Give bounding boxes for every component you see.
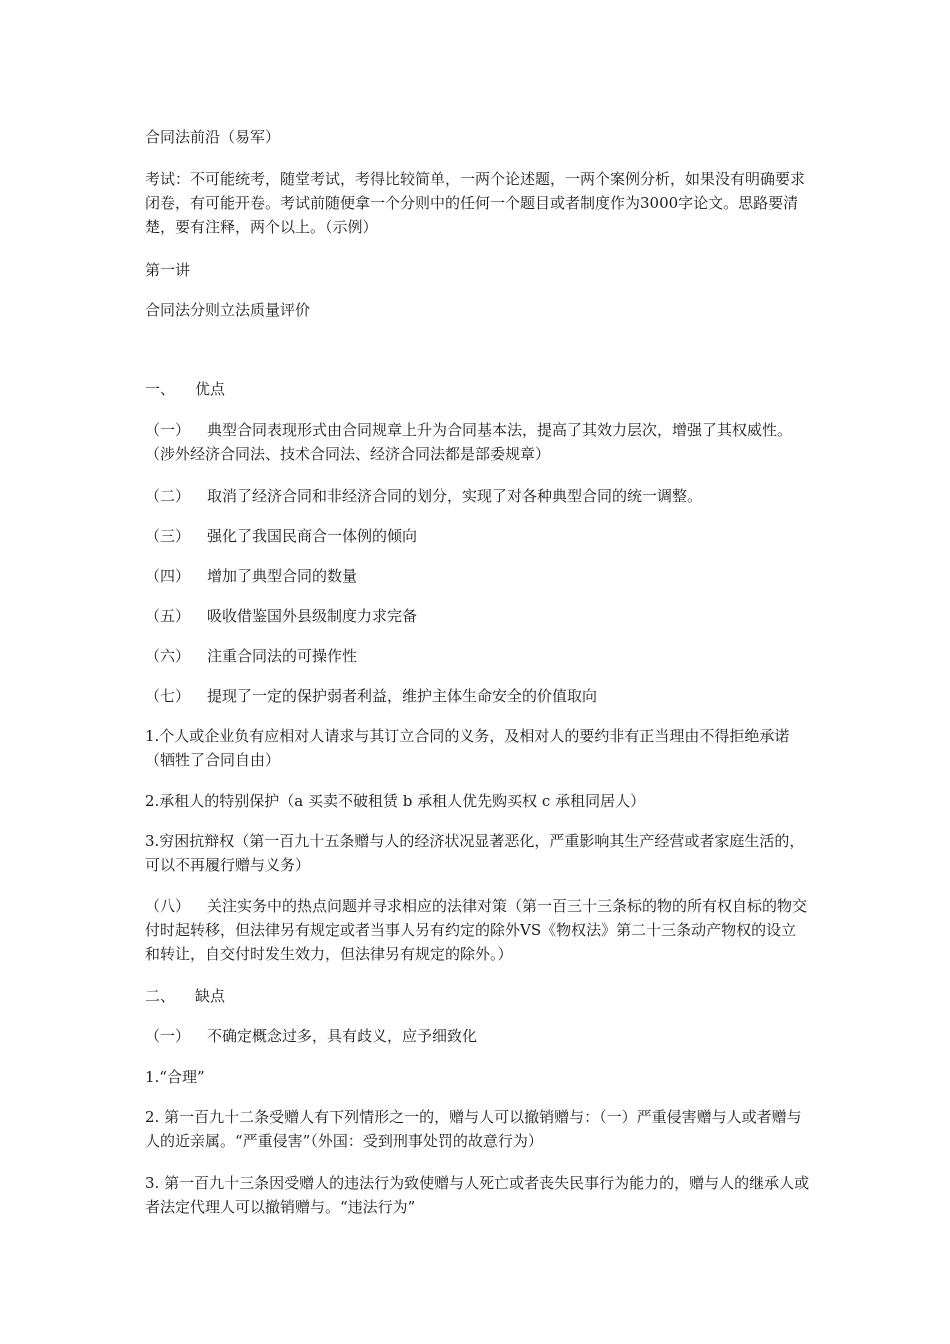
sub-item: 2. 第一百九十二条受赠人有下列情形之一的，赠与人可以撤销赠与：（一）严重侵害赠与人或者赠与人的近亲属。“严重侵害”（外国：受到刑事处罚的故意行为） — [145, 1108, 802, 1150]
lecture-title: 合同法分则立法质量评价 — [145, 301, 311, 319]
item-number: （七） — [145, 687, 191, 705]
section-heading-2 — [145, 984, 810, 1008]
item-text: 取消了经济合同和非经济合同的划分，实现了对各种典型合同的统一调整。 — [207, 487, 703, 505]
item-text: 增加了典型合同的数量 — [207, 567, 358, 585]
list-item — [145, 644, 810, 668]
item-number: （一） — [145, 421, 191, 439]
item-number: （四） — [145, 567, 191, 585]
item-number: （二） — [145, 487, 191, 505]
item-text: 提现了一定的保护弱者利益，维护主体生命安全的价值取向 — [207, 687, 598, 705]
list-item — [145, 484, 810, 508]
item-number: （六） — [145, 647, 191, 665]
sub-item: 3. 第一百九十三条因受赠人的违法行为致使赠与人死亡或者丧失民事行为能力的，赠与人的继承人或者法定代理人可以撤销赠与。“违法行为” — [145, 1174, 810, 1216]
list-item — [145, 1024, 810, 1048]
item-number: （三） — [145, 527, 191, 545]
section-number: 二、 — [145, 987, 176, 1005]
sub-item: 1.个人或企业负有应相对人请求与其订立合同的义务，及相对人的要约非有正当理由不得拒绝承诺（牺牲了合同自由） — [145, 727, 790, 769]
sub-item: 2.承租人的特别保护（a 买卖不破租赁 b 承租人优先购买权 c 承租同居人） — [145, 792, 646, 810]
list-item — [145, 564, 810, 588]
item-text: 关注实务中的热点问题并寻求相应的法律对策（第一百三十三条标的物的所有权自标的物交付时起转移，但法律另有规定或者当事人另有约定的除外VS《物权法》第二十三条动产物权的设立和转让，自交付时发生效力，但法律另有规定的除外。） — [145, 897, 808, 963]
list-item — [145, 604, 810, 628]
section-number: 一、 — [145, 380, 176, 398]
section-title: 缺点 — [195, 987, 226, 1005]
item-text: 不确定概念过多，具有歧义，应予细致化 — [207, 1027, 478, 1045]
item-text: 强化了我国民商合一体例的倾向 — [207, 527, 418, 545]
item-text: 吸收借鉴国外县级制度力求完备 — [207, 607, 418, 625]
section-heading-1 — [145, 377, 810, 401]
item-text: 典型合同表现形式由合同规章上升为合同基本法，提高了其效力层次，增强了其权威性。（涉外经济合同法、技术合同法、经济合同法都是部委规章） — [145, 421, 793, 463]
item-number: （八） — [145, 897, 191, 915]
list-item — [145, 418, 810, 466]
lecture-number: 第一讲 — [145, 261, 191, 279]
item-number: （一） — [145, 1027, 191, 1045]
list-item — [145, 524, 810, 548]
sub-item: 3.穷困抗辩权（第一百九十五条赠与人的经济状况显著恶化，严重影响其生产经营或者家庭生活的，可以不再履行赠与义务） — [145, 832, 805, 874]
sub-item: 1.“合理” — [145, 1068, 205, 1086]
item-text: 注重合同法的可操作性 — [207, 647, 358, 665]
list-item — [145, 684, 810, 708]
item-number: （五） — [145, 607, 191, 625]
list-item — [145, 894, 810, 966]
document-title: 合同法前沿（易军） — [145, 128, 281, 146]
exam-note: 考试：不可能统考，随堂考试，考得比较简单，一两个论述题，一两个案例分析，如果没有明确要求闭卷，有可能开卷。考试前随便拿一个分则中的任何一个题目或者制度作为3000字论文。思路要清楚，要有注释，两个以上。（示例） — [145, 170, 806, 236]
section-title: 优点 — [195, 380, 226, 398]
